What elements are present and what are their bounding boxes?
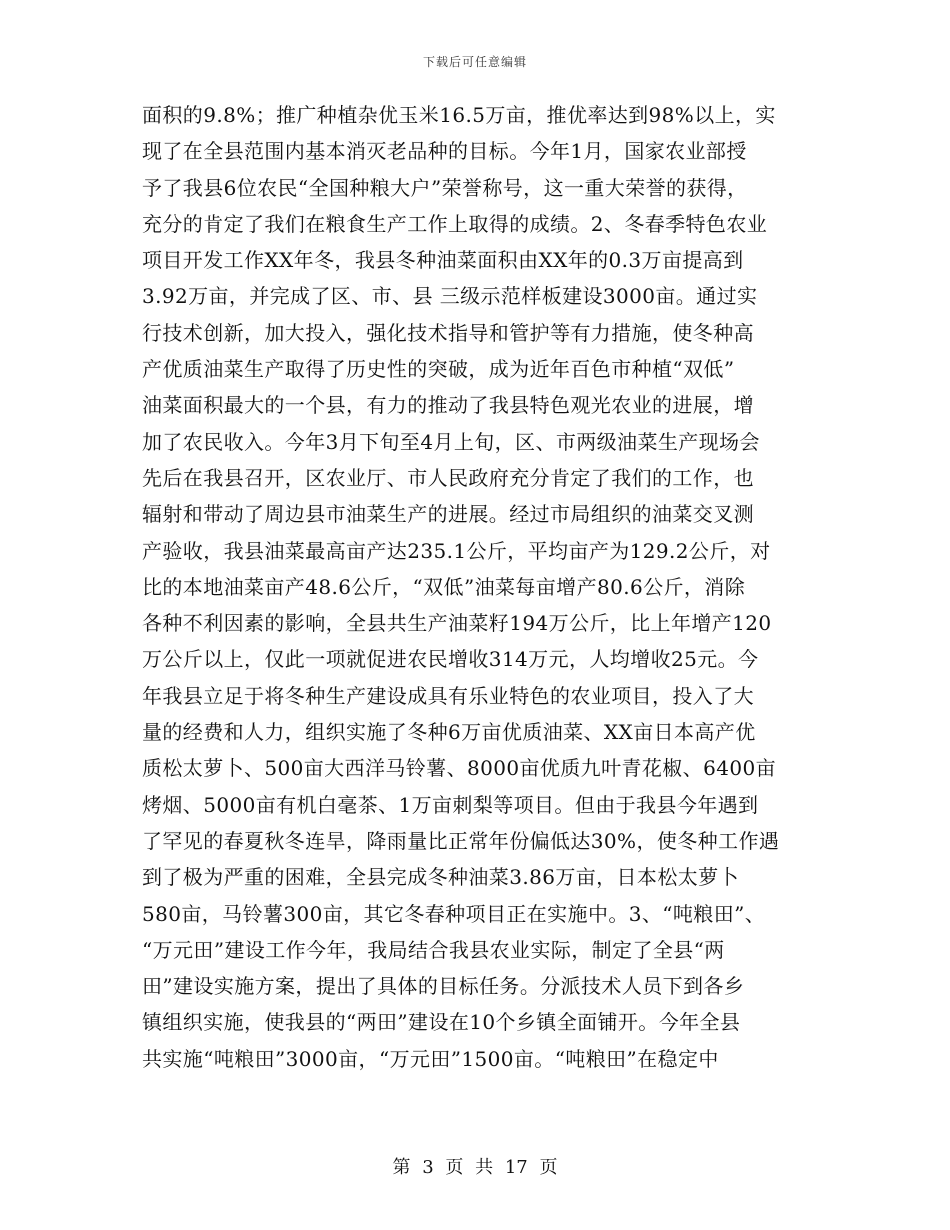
text-line: 加了农民收入。今年3月下旬至4月上旬，区、市两级油菜生产现场会	[142, 429, 760, 454]
text-line: 到了极为严重的困难，全县完成冬种油菜3.86万亩，日本松太萝卜	[142, 865, 739, 890]
page-number-footer: 第 3 页 共 17 页	[392, 1157, 558, 1178]
text-line: 镇组织实施，使我县的“两田”建设在10个乡镇全面铺开。今年全县	[142, 1010, 741, 1035]
text-line: 予了我县6位农民“全国种粮大户”荣誉称号，这一重大荣誉的获得，	[142, 175, 748, 200]
text-line: 辐射和带动了周边县市油菜生产的进展。经过市局组织的油菜交叉测	[142, 502, 754, 527]
text-line: 面积的9.8%；推广种植杂优玉米16.5万亩，推优率达到98%以上，实	[142, 103, 776, 127]
document-body	[142, 97, 814, 1077]
page-header: 下载后可任意编辑	[422, 55, 527, 69]
text-line: 共实施“吨粮田”3000亩，“万元田”1500亩。“吨粮田”在稳定中	[142, 1046, 719, 1071]
text-line: 油菜面积最大的一个县，有力的推动了我县特色观光农业的进展，增	[142, 393, 754, 418]
text-line: 质松太萝卜、500亩大西洋马铃薯、8000亩优质九叶青花椒、6400亩	[142, 756, 776, 781]
text-line: 产验收，我县油菜最高亩产达235.1公斤，平均亩产为129.2公斤，对	[142, 538, 771, 563]
text-line: 烤烟、5000亩有机白毫茶、1万亩刺梨等项目。但由于我县今年遇到	[142, 792, 759, 817]
text-line: 产优质油菜生产取得了历史性的突破，成为近年百色市种植“双低”	[142, 357, 735, 382]
text-line: 各种不利因素的影响，全县共生产油菜籽194万公斤，比上年增产120	[142, 611, 772, 636]
text-line: 万公斤以上，仅此一项就促进农民增收314万元，人均增收25元。今	[142, 647, 759, 672]
text-line: 580亩，马铃薯300亩，其它冬春种项目正在实施中。3、“吨粮田”、	[142, 901, 766, 926]
text-line: 行技术创新，加大投入，强化技术指导和管护等有力措施，使冬种高	[142, 320, 754, 345]
text-line: 了罕见的春夏秋冬连旱，降雨量比正常年份偏低达30%，使冬种工作遇	[142, 828, 780, 853]
text-line: 田”建设实施方案，提出了具体的目标任务。分派技术人员下到各乡	[142, 974, 745, 999]
text-line: 比的本地油菜亩产48.6公斤，“双低”油菜每亩增产80.6公斤，消除	[142, 574, 746, 599]
text-line: “万元田”建设工作今年，我局结合我县农业实际，制定了全县“两	[142, 937, 725, 962]
text-line: 量的经费和人力，组织实施了冬种6万亩优质油菜、XX亩日本高产优	[142, 720, 756, 745]
text-line: 充分的肯定了我们在粮食生产工作上取得的成绩。2、冬春季特色农业	[142, 211, 768, 236]
text-line: 3.92万亩，并完成了区、市、县 三级示范样板建设3000亩。通过实	[142, 284, 758, 309]
text-line: 年我县立足于将冬种生产建设成具有乐业特色的农业项目，投入了大	[142, 683, 754, 708]
text-line: 项目开发工作XX年冬，我县冬种油菜面积由XX年的0.3万亩提高到	[142, 248, 744, 273]
text-line: 先后在我县召开，区农业厅、市人民政府充分肯定了我们的工作，也	[142, 465, 754, 490]
text-line: 现了在全县范围内基本消灭老品种的目标。今年1月，国家农业部授	[142, 139, 747, 164]
